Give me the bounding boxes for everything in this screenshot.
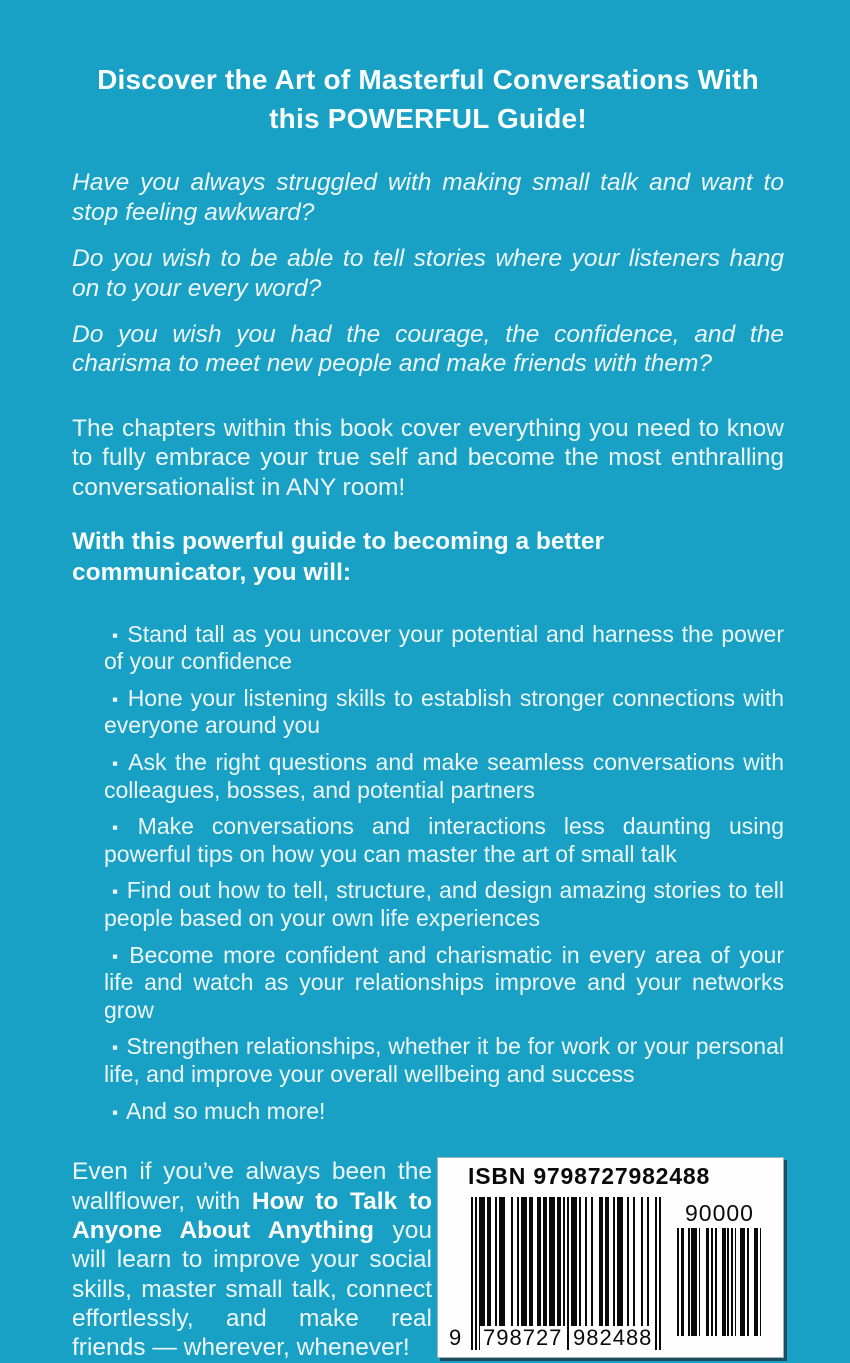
addon-bars xyxy=(677,1228,762,1336)
book-title-bold: How to Talk to Anyone About Anything xyxy=(72,1187,433,1244)
square-bullet-icon: ▪ xyxy=(112,946,122,966)
benefit-item xyxy=(104,813,784,868)
square-bullet-icon: ▪ xyxy=(112,753,121,773)
benefit-text: Hone your listening skills to establish stronger connections with everyone around you xyxy=(104,684,784,739)
closing-section xyxy=(72,1157,784,1363)
closing-paragraph xyxy=(72,1157,432,1363)
isbn-label: ISBN 9798727982488 xyxy=(468,1163,711,1190)
question-paragraph-2: Do you wish to be able to tell stories where your listeners hang on to your every word? xyxy=(72,245,784,302)
benefit-text: Make conversations and interactions less daunting using powerful tips on how you can master the art of small talk xyxy=(104,813,784,867)
benefit-text: Ask the right questions and make seamless conversations with colleagues, bosses, and potential partners xyxy=(104,748,784,803)
benefit-item xyxy=(104,1098,784,1126)
closing-text-post: you will learn to improve your social skills, master small talk, connect effortlessly, and make real friends — wherever, whenever! xyxy=(72,1216,432,1362)
benefits-subheading: With this powerful guide to becoming a better communicator, you will: xyxy=(72,527,604,586)
price-addon-barcode xyxy=(677,1202,762,1350)
benefit-item xyxy=(104,877,784,932)
benefit-item xyxy=(104,942,784,1025)
square-bullet-icon: ▪ xyxy=(112,1102,119,1122)
benefit-item xyxy=(104,749,784,804)
benefits-list xyxy=(104,621,784,1126)
price-code: 90000 xyxy=(685,1200,754,1227)
square-bullet-icon: ▪ xyxy=(112,625,120,645)
benefit-text: And so much more! xyxy=(126,1097,326,1124)
benefit-text: Become more confident and charismatic in every area of your life and watch as your relationships improve and your networks grow xyxy=(104,941,784,1023)
square-bullet-icon: ▪ xyxy=(112,689,120,709)
benefit-text: Stand tall as you uncover your potential and harness the power of your confidence xyxy=(104,620,785,675)
square-bullet-icon: ▪ xyxy=(112,1038,119,1058)
barcode-panel xyxy=(437,1157,784,1358)
question-paragraph-3: Do you wish you had the courage, the confidence, and the charisma to meet new people and make friends with them? xyxy=(72,320,784,378)
benefit-item xyxy=(104,1033,784,1088)
barcode-digits xyxy=(449,1325,661,1351)
cover-heading: Discover the Art of Masterful Conversations With this POWERFUL Guide! xyxy=(97,64,759,135)
digit-group-right: 982488 xyxy=(570,1326,655,1350)
digit-group-lead: 9 xyxy=(449,1325,463,1351)
closing-text-pre: Even if you’ve always been the wallflower, with xyxy=(72,1158,432,1215)
square-bullet-icon: ▪ xyxy=(112,818,130,838)
benefit-text: Strengthen relationships, whether it be for work or your personal life, and improve your overall wellbeing and success xyxy=(104,1033,784,1087)
intro-paragraph: The chapters within this book cover everything you need to know to fully embrace your true self and become the most enthralling conversationalist in ANY room! xyxy=(72,414,784,501)
question-paragraph-1: Have you always struggled with making small talk and want to stop feeling awkward? xyxy=(72,169,784,226)
digit-group-left: 798727 xyxy=(480,1326,565,1350)
benefit-text: Find out how to tell, structure, and design amazing stories to tell people based on your own life experiences xyxy=(104,877,785,931)
benefit-item xyxy=(104,621,784,676)
square-bullet-icon: ▪ xyxy=(112,882,119,902)
ean-barcode xyxy=(449,1197,661,1351)
benefit-item xyxy=(104,685,784,740)
